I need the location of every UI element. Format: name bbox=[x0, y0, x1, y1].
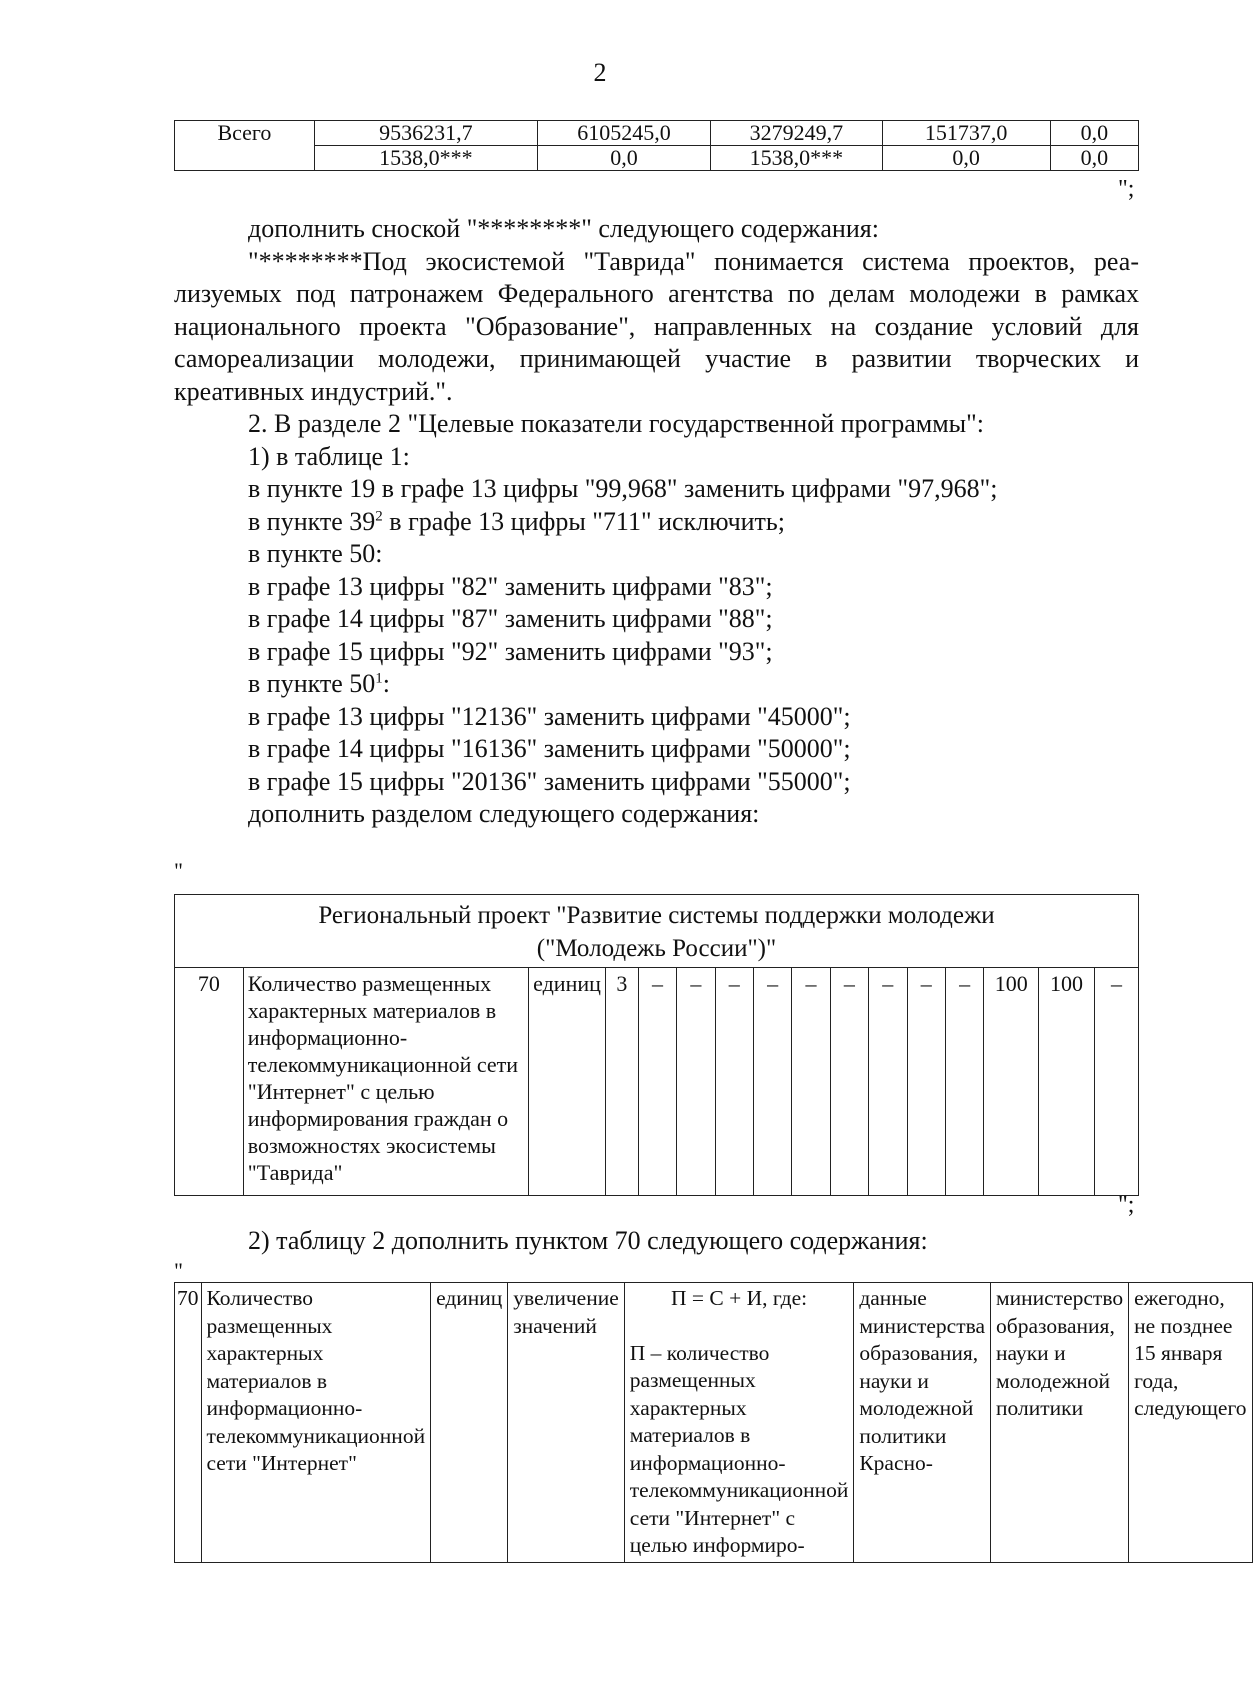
table-1 bbox=[174, 894, 1139, 1196]
closing-quote: "; bbox=[1118, 176, 1135, 202]
opening-quote: " bbox=[174, 1258, 183, 1283]
source-cell: данные министерства образования, науки и молодежной политики Красно- bbox=[854, 1283, 991, 1563]
formula-cell: П = С + И, где: П – количество размещенных характерных материалов в информационно-телекоммуникационной сети "Интернет" с целью информиро- bbox=[624, 1283, 854, 1563]
period-cell: ежегодно, не позднее 15 января года, следующего bbox=[1129, 1283, 1252, 1563]
list-item: в графе 15 цифры "92" заменить цифрами "93"; bbox=[248, 636, 773, 666]
table-cell: 3279249,7 bbox=[711, 121, 882, 146]
unit-cell: единиц bbox=[431, 1283, 508, 1563]
table-cell: – bbox=[753, 968, 791, 1196]
list-item: в графе 13 цифры "82" заменить цифрами "83"; bbox=[248, 571, 773, 601]
page-number: 2 bbox=[593, 58, 607, 87]
table2-intro: 2) таблицу 2 дополнить пунктом 70 следующего содержания: bbox=[248, 1226, 928, 1255]
table-cell: – bbox=[1094, 968, 1138, 1196]
table-cell: 0,0 bbox=[882, 146, 1050, 171]
table-cell: 151737,0 bbox=[882, 121, 1050, 146]
table-cell: 100 bbox=[984, 968, 1039, 1196]
table-cell: – bbox=[638, 968, 676, 1196]
table-cell: 0,0 bbox=[1050, 121, 1138, 146]
table-cell: 6105245,0 bbox=[537, 121, 710, 146]
table-header-row bbox=[175, 895, 1139, 968]
indicator-name: Количество размещенных характерных материалов в информационно-телекоммуникационной сети "Интернет" bbox=[201, 1283, 431, 1563]
total-label: Всего bbox=[175, 121, 315, 146]
regional-project-header: Региональный проект "Развитие системы поддержки молодежи ("Молодежь России")" bbox=[175, 895, 1139, 968]
opening-quote: " bbox=[174, 858, 183, 883]
total-table bbox=[174, 120, 1139, 171]
table-cell: – bbox=[677, 968, 715, 1196]
table-cell: 1538,0*** bbox=[711, 146, 882, 171]
footnote-text: "********Под экосистемой "Таврида" понимается система проектов, реа- лизуемых под патронажем Федерального агентства по делам молодежи в рамках национального проекта "Образование", направленных на создание условий для самореализации молодежи, принимающей участие в развитии творческих и креативных индустрий.". bbox=[174, 246, 1139, 406]
table-row bbox=[175, 146, 1139, 171]
list-item: в пункте 50: bbox=[248, 539, 383, 568]
list-item: в пункте 19 в графе 13 цифры "99,968" заменить цифрами "97,968"; bbox=[248, 474, 998, 503]
table-cell: – bbox=[715, 968, 753, 1196]
table-cell bbox=[175, 146, 315, 171]
table-cell: 0,0 bbox=[537, 146, 710, 171]
table-row bbox=[175, 968, 1139, 1196]
list-item: в графе 14 цифры "87" заменить цифрами "88"; bbox=[248, 604, 773, 633]
footnote-intro: дополнить сноской "********" следующего содержания: bbox=[248, 214, 879, 243]
table-cell: 3 bbox=[605, 968, 638, 1196]
list-item: в пункте $39^2$ в графе 13 цифры "711" исключить; bbox=[248, 506, 785, 536]
table-row bbox=[175, 1283, 1253, 1563]
table-cell: 100 bbox=[1039, 968, 1095, 1196]
table-cell: 1538,0*** bbox=[314, 146, 537, 171]
indicator-name: Количество размещенных характерных материалов в информационно-телекоммуникационной сети "Интернет" с целью информирования граждан о возможностях экосистемы "Таврида" bbox=[243, 968, 528, 1196]
table-cell: – bbox=[945, 968, 983, 1196]
closing-quote: "; bbox=[1118, 1192, 1135, 1218]
section-heading: 2. В разделе 2 "Целевые показатели государственной программы": bbox=[248, 409, 984, 438]
row-number: 70 bbox=[175, 968, 244, 1196]
unit-cell: единиц bbox=[529, 968, 606, 1196]
table-cell: – bbox=[830, 968, 868, 1196]
main-text bbox=[174, 213, 1139, 831]
list-item: в графе 14 цифры "16136" заменить цифрами "50000"; bbox=[248, 734, 851, 763]
table-cell: 0,0 bbox=[1050, 146, 1138, 171]
table-cell: 9536231,7 bbox=[314, 121, 537, 146]
list-item: в графе 13 цифры "12136" заменить цифрами "45000"; bbox=[248, 701, 851, 731]
row-number: 70 bbox=[175, 1283, 202, 1563]
list-item: дополнить разделом следующего содержания: bbox=[248, 799, 760, 828]
table-cell: – bbox=[869, 968, 907, 1196]
table-cell: – bbox=[792, 968, 830, 1196]
list-item: 1) в таблице 1: bbox=[248, 441, 410, 471]
list-item: в графе 15 цифры "20136" заменить цифрами "55000"; bbox=[248, 766, 851, 796]
table-2 bbox=[174, 1282, 1253, 1563]
table-cell: – bbox=[907, 968, 945, 1196]
list-item: в пункте $50^1$: bbox=[248, 669, 391, 698]
table-row bbox=[175, 121, 1139, 146]
direction-cell: увеличение значений bbox=[508, 1283, 624, 1563]
responsible-cell: министерство образования, науки и молодежной политики bbox=[991, 1283, 1129, 1563]
